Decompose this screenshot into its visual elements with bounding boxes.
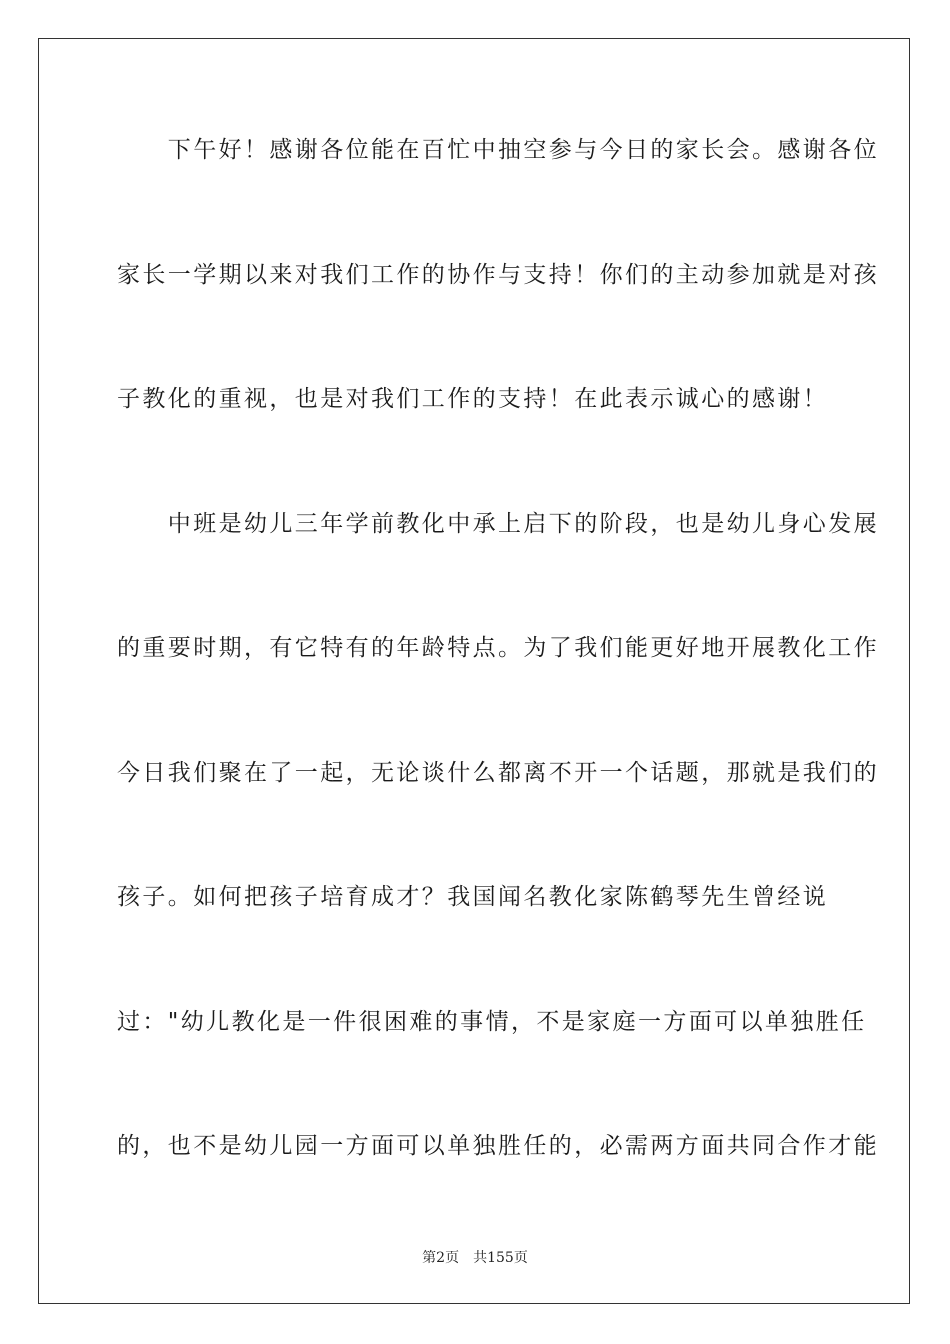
paragraph-line: 的，也不是幼儿园一方面可以单独胜任的，必需两方面共同合作才能 <box>117 1133 879 1159</box>
total-pages: 共155页 <box>473 1250 528 1266</box>
page-footer <box>0 1247 950 1267</box>
paragraph-line: 子教化的重视，也是对我们工作的支持！在此表示诚心的感谢！ <box>117 386 829 412</box>
paragraph-line: 孩子。如何把孩子培育成才？我国闻名教化家陈鹤琴先生曾经说 <box>117 884 829 910</box>
page-number: 第2页 <box>422 1250 460 1266</box>
page-border <box>38 38 910 1304</box>
paragraph-line: 下午好！感谢各位能在百忙中抽空参与今日的家长会。感谢各位 <box>117 137 879 163</box>
paragraph-line: 过："幼儿教化是一件很困难的事情，不是家庭一方面可以单独胜任 <box>117 1009 867 1035</box>
paragraph-line: 中班是幼儿三年学前教化中承上启下的阶段，也是幼儿身心发展 <box>117 511 879 537</box>
paragraph-line: 的重要时期，有它特有的年龄特点。为了我们能更好地开展教化工作 <box>117 635 879 661</box>
paragraph-line: 家长一学期以来对我们工作的协作与支持！你们的主动参加就是对孩 <box>117 262 879 288</box>
paragraph-line: 今日我们聚在了一起，无论谈什么都离不开一个话题，那就是我们的 <box>117 760 879 786</box>
